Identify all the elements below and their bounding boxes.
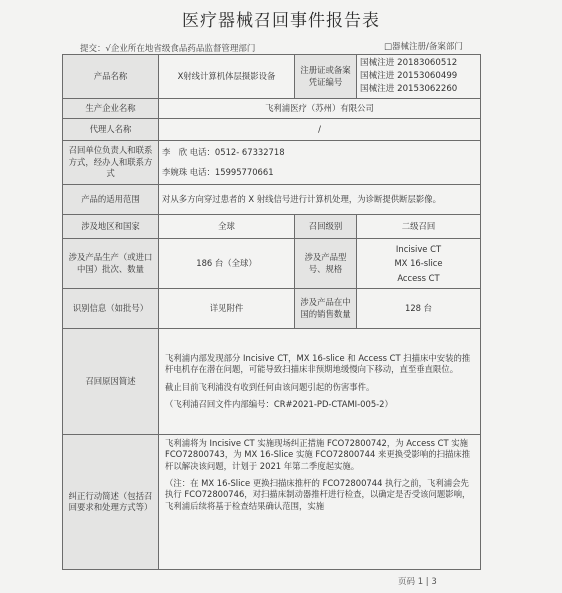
product-name-label: 产品名称 [63, 55, 159, 99]
page-number: 页码 1 | 3 [398, 577, 437, 587]
contact-label: 召回单位负责人和联系方式，经办人和联系方式 [63, 141, 159, 185]
contact-value [159, 141, 481, 185]
registration-department-checkbox: □器械注册/备案部门 [384, 42, 463, 52]
intended-use-label: 产品的适用范围 [63, 185, 159, 215]
row-manufacturer [63, 99, 481, 119]
china-sales-value: 128 台 [357, 289, 481, 329]
product-name-value: X射线计算机体层摄影设备 [159, 55, 295, 99]
row-intended-use [63, 185, 481, 215]
registration-number: 国械注进 20153060499 [360, 70, 458, 81]
page-title: 医疗器械召回事件报告表 [182, 11, 380, 31]
intended-use-value: 对从多方向穿过患者的 X 射线信号进行计算机处理，为诊断提供断层影像。 [159, 185, 481, 215]
row-agent [63, 119, 481, 141]
corrective-action-note: （注：在 MX 16-Slice 更换扫描床推杆的 FCO72800744 执行之前，飞利浦会先执行 FCO72800746，对扫描床制动器推杆进行检查，以确定是否受该问题影响，飞利浦后续将基于检查结果确认范围，实施 [165, 478, 471, 511]
recall-level-label: 召回级别 [295, 215, 357, 239]
recall-reason-paragraph: 飞利浦内部发现部分 Incisive CT，MX 16-slice 和 Access CT 扫描床中安装的推杆电机存在潜在问题，可能导致扫描床非预期地缓慢向下移动，直至垂直限位。 [165, 352, 471, 375]
model-list [357, 239, 481, 289]
model-item: Access CT [397, 272, 440, 283]
row-quantity-model [63, 239, 481, 289]
model-item: MX 16-slice [394, 258, 443, 269]
row-contact [63, 141, 481, 185]
region-label: 涉及地区和国家 [63, 215, 159, 239]
registration-number-list [357, 55, 481, 99]
contact-person-2: 李婉珠 电话：15995770661 [162, 166, 274, 177]
registration-number: 国械注进 20183060512 [360, 57, 458, 68]
row-region-level [63, 215, 481, 239]
agent-label: 代理人名称 [63, 119, 159, 141]
recall-reason-text [159, 329, 481, 435]
row-identification-sales [63, 289, 481, 329]
model-item: Incisive CT [395, 244, 442, 255]
registration-number-label: 注册证或备案凭证编号 [295, 55, 357, 99]
recall-level-value: 二级召回 [357, 215, 481, 239]
recall-report-table [62, 54, 481, 570]
row-recall-reason [63, 329, 481, 435]
agent-value: / [159, 119, 481, 141]
corrective-action-label: 纠正行动简述（包括召回要求和处理方式等） [63, 435, 159, 570]
corrective-action-text [159, 435, 481, 570]
internal-reference: （飞利浦召回文件内部编号：CR#2021-PD-CTAMI-005-2） [165, 398, 393, 409]
china-sales-label: 涉及产品在中国的销售数量 [295, 289, 357, 329]
row-product-name [63, 55, 481, 99]
region-value: 全球 [159, 215, 295, 239]
corrective-action-paragraph: 飞利浦将为 Incisive CT 实施现场纠正措施 FCO72800742，为 Access CT 实施 FCO72800743，为 MX 16-Slice 实施 FCO72800744 来更换受影响的扫描床推杆以解决该问题，计划于 2021 年第二季度起实施。 [165, 438, 471, 471]
registration-number: 国械注进 20153062260 [360, 84, 458, 95]
contact-person-1: 李 欣 电话：0512- 67332718 [162, 147, 285, 158]
recall-reason-label: 召回原因简述 [63, 329, 159, 435]
submit-to-line: 提交：√企业所在地省级食品药品监督管理部门 [80, 44, 256, 54]
quantity-value: 186 台（全球） [159, 239, 295, 289]
model-label: 涉及产品型号、规格 [295, 239, 357, 289]
identification-value: 详见附件 [159, 289, 295, 329]
no-injury-paragraph: 截止目前飞利浦没有收到任何由该问题引起的伤害事件。 [165, 381, 375, 392]
quantity-label: 涉及产品生产（或进口中国）批次、数量 [63, 239, 159, 289]
manufacturer-label: 生产企业名称 [63, 99, 159, 119]
identification-label: 识别信息（如批号） [63, 289, 159, 329]
manufacturer-value: 飞利浦医疗（苏州）有限公司 [159, 99, 481, 119]
row-corrective-action [63, 435, 481, 570]
